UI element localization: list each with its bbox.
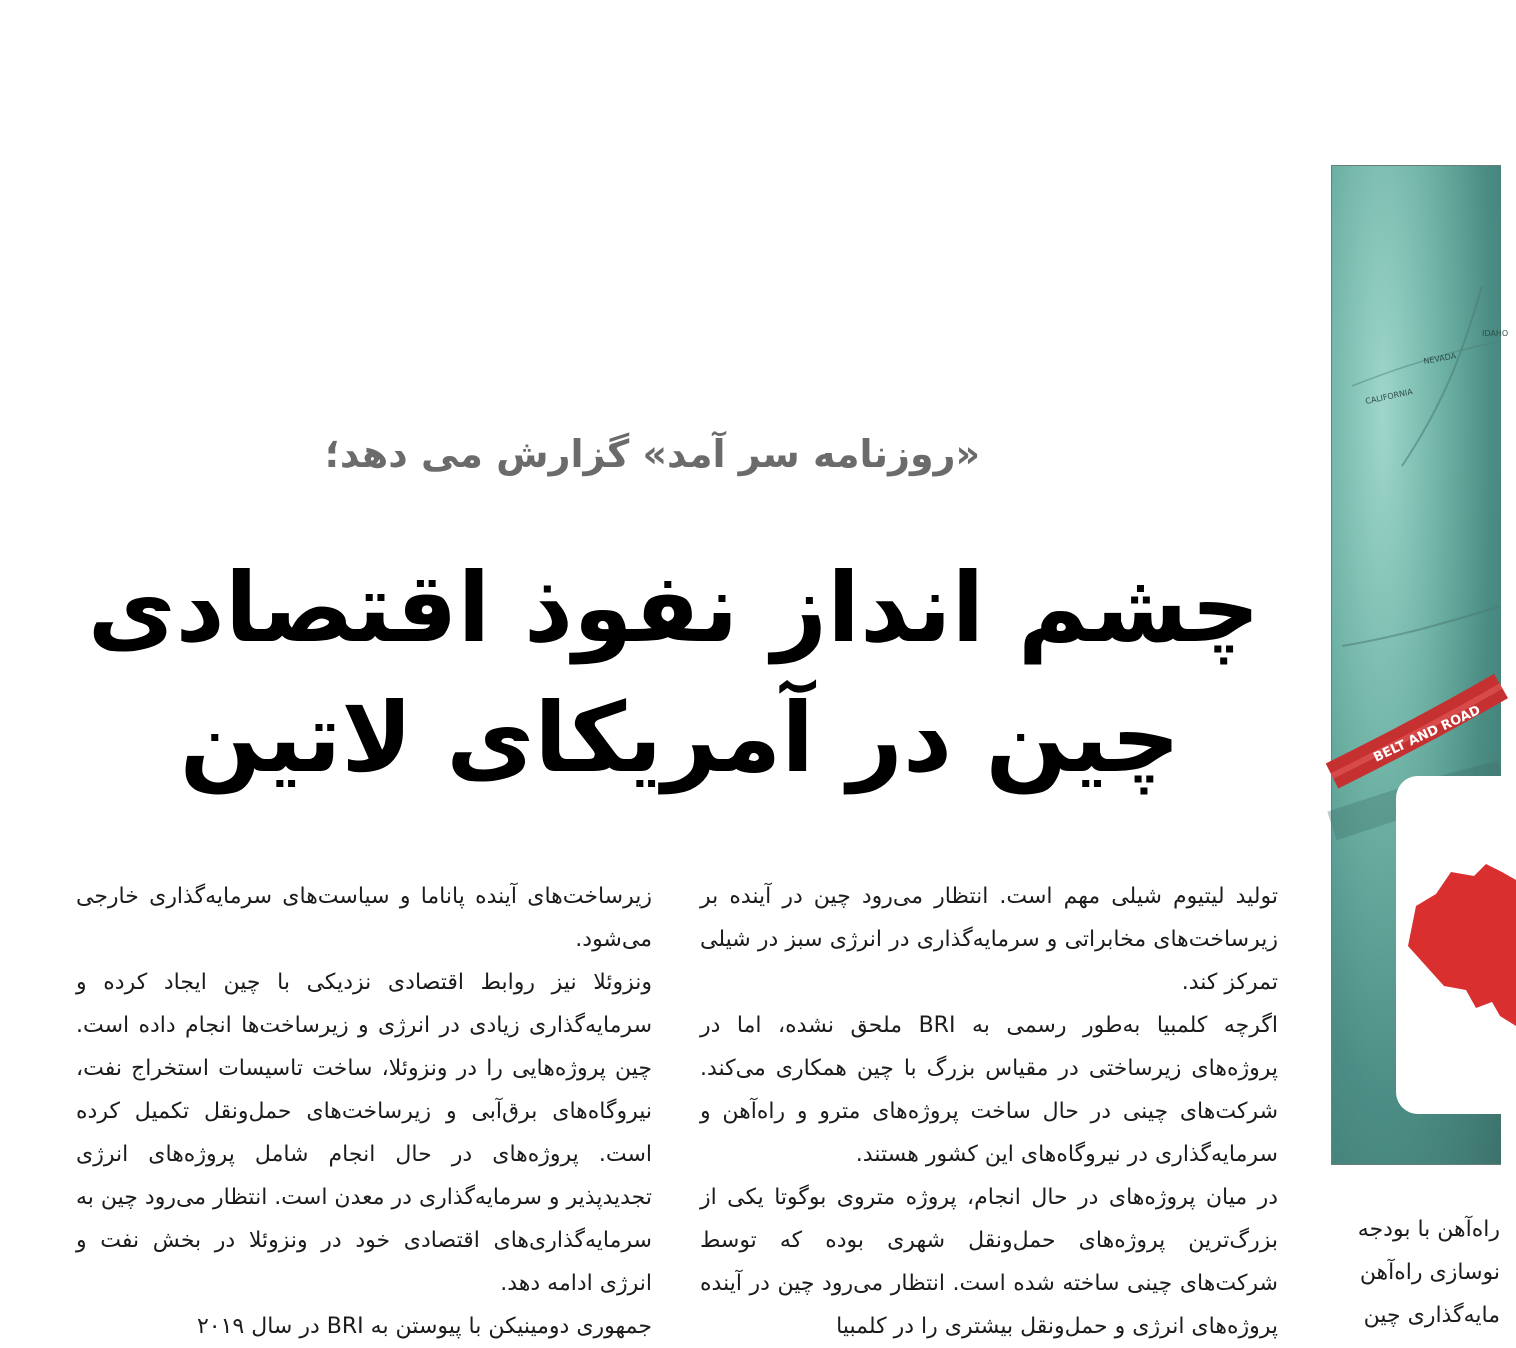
headline-line-1: چشم انداز نفوذ اقتصادی [87, 552, 1260, 664]
banner-text: BELT AND ROAD [1371, 702, 1483, 766]
paragraph: ونزوئلا نیز روابط اقتصادی نزدیکی با چین ایجاد کرده و سرمایه‌گذاری زیادی در انرژی و زیرساخت‌ها انجام داده است. چین پروژه‌هایی را در ونزوئلا، ساخت تاسیسات استخراج نفت، نیروگاه‌های برق‌آبی و زیرساخت‌های حمل‌ونقل تکمیل کرده است. پروژه‌های در حال انجام شامل پروژه‌های انرژی تجدیدپذیر و سرمایه‌گذاری در معدن است. انتظار می‌رود چین به سرمایه‌گذاری‌های اقتصادی خود در ونزوئلا در بخش نفت و انرژی ادامه دهد. [76, 970, 652, 1296]
kicker: «روزنامه سر آمد» گزارش می دهد؛ [324, 432, 980, 476]
paragraph: اگرچه کلمبیا به‌طور رسمی به BRI ملحق نشده، اما در پروژه‌های زیرساختی در مقیاس بزرگ با چین همکاری می‌کند. شرکت‌های چینی در حال ساخت پروژه‌های مترو و راه‌آهن و سرمایه‌گذاری در نیروگاه‌های این کشور هستند. [700, 1013, 1278, 1167]
article-photo [1331, 165, 1509, 1165]
paragraph: نوسازی راه‌آهن [1359, 1260, 1500, 1285]
paragraph: مایه‌گذاری چین [1363, 1303, 1500, 1328]
map-label: CALIFORNIA [1364, 387, 1414, 406]
article-column-left [76, 875, 652, 1346]
paragraph: در میان پروژه‌های در حال انجام، پروژه متروی بوگوتا یکی از بزرگ‌ترین پروژه‌های حمل‌ونقل شهری بوده که توسط شرکت‌های چینی ساخته شده است. انتظار می‌رود چین در آینده پروژه‌های انرژی و حمل‌ونقل بیشتری را در کلمبیا [700, 1185, 1278, 1339]
region-map-icon [1396, 776, 1516, 1114]
article-column-middle [700, 875, 1278, 1346]
paragraph: زیرساخت‌های آینده پاناما و سیاست‌های سرمایه‌گذاری خارجی می‌شود. [76, 884, 652, 952]
paragraph: جمهوری دومینیکن با پیوستن به BRI در سال ۲۰۱۹ [196, 1314, 652, 1339]
headline [87, 552, 1260, 820]
map-inset-card [1396, 776, 1516, 1114]
headline-line-2: چین در آمریکای لاتین [179, 682, 1181, 794]
paragraph: راه‌آهن با بودجه [1357, 1217, 1500, 1242]
paragraph: تولید لیتیوم شیلی مهم است. انتظار می‌رود چین در آینده بر زیرساخت‌های مخابراتی و سرمایه‌گذاری در انرژی سبز در شیلی تمرکز کند. [700, 884, 1278, 995]
article-column-right [1330, 1208, 1500, 1346]
map-label: IDAHO [1482, 329, 1509, 338]
map-label: NEVADA [1422, 351, 1457, 366]
